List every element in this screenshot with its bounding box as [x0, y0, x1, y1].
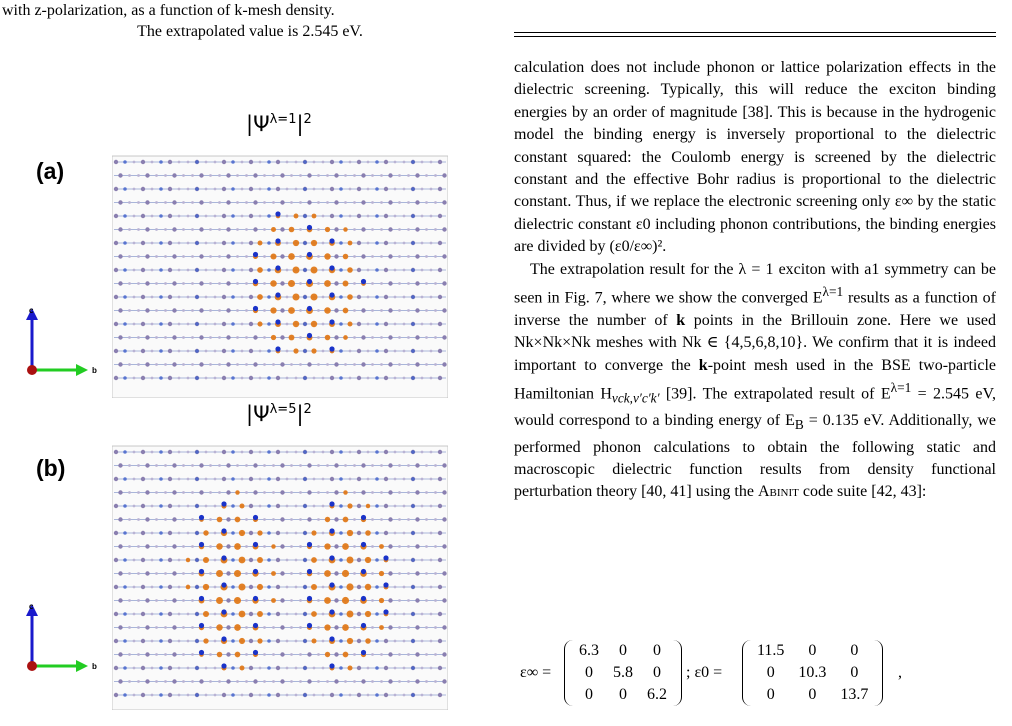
- matrix-cell: 6.3: [579, 642, 599, 659]
- panel-a-structure-image: [112, 146, 448, 398]
- eq-separator-eps-0: ; ε0 =: [686, 664, 723, 681]
- matrix-cell: 0: [850, 642, 859, 659]
- paragraph-1: calculation does not include phonon or lattice polarization effects in the dielectric screening. Typically, this will reduce the exciton binding energies by an order of magnitude [38]. This is because in the hydrogenic model the binding energy is inversely proportional to the dielectric constant squared: the Coulomb energy is screened by the dielectric constant and the effective Bohr radius is proportional to the dielectric constant. Thus, if we replace the electronic screening only ε∞ by the static dielectric constant ε0 including phonon contributions, the binding energies are divided by (ε0/ε∞)².: [514, 59, 996, 256]
- panel-b-axes: [22, 602, 112, 692]
- top-rule-2: [514, 36, 996, 37]
- matrix-eps-inf: [564, 637, 682, 709]
- matrix-cell: 0: [808, 642, 817, 659]
- axis-c-label: c: [29, 306, 34, 315]
- panel-a-axes: [22, 306, 112, 396]
- axis-c-label: c: [29, 602, 34, 611]
- matrix-cell: 0: [766, 664, 775, 681]
- dielectric-equation: [520, 637, 1002, 709]
- matrix-cell: 11.5: [757, 642, 785, 659]
- caption-line-2: The extrapolated value is 2.545 eV.: [137, 23, 363, 40]
- eq-lhs-eps-inf: ε∞ =: [520, 664, 552, 681]
- matrix-cell: 0: [808, 686, 817, 703]
- matrix-eps-0: [742, 637, 883, 709]
- panel-b-label: (b): [36, 455, 66, 481]
- top-rule-1: [514, 32, 996, 33]
- figure-caption: [0, 0, 500, 42]
- panel-b-structure-image: [112, 436, 448, 710]
- panel-b-title: $|\Psi^{\lambda=5}|^2$: [246, 402, 312, 426]
- matrix-cell: 0: [653, 642, 661, 659]
- axis-b-label: b: [92, 366, 97, 375]
- axis-b-label: b: [92, 662, 97, 671]
- panel-a-title: $|\Psi^{\lambda=1}|^2$: [246, 112, 312, 136]
- matrix-cell: 0: [619, 642, 627, 659]
- eq-end: ,: [898, 664, 902, 681]
- matrix-cell: 10.3: [798, 664, 827, 681]
- matrix-cell: 0: [585, 664, 593, 681]
- matrix-cell: 0: [850, 664, 859, 681]
- matrix-cell: 6.2: [647, 686, 667, 703]
- panel-a-label: (a): [36, 158, 65, 184]
- matrix-cell: 0: [653, 664, 661, 681]
- paragraph-2: The extrapolation result for the λ = 1 exciton with a1 symmetry can be seen in Fig. 7, where we show the converged $E^{\lambda=1}$ results as a function of inverse the number of k points in the Brillouin zone. Here we used Nk×Nk×Nk meshes with Nk ∈ {4,5,6,8,10}. We confirm that it is indeed important to converge the k-point mesh used in the BSE two-particle Hamiltonian $H_{vck,v'c'k'}$ [39]. The extrapolated result of $E^{\lambda=1} = 2.545$ eV, would correspond to a binding energy of $E_B = 0.135$ eV. Additionally, we performed phonon calculations to obtain the following static and macroscopic dielectric function results from density functional perturbation theory [40, 41] using the Abinit code suite [42, 43]:: [514, 260, 997, 501]
- caption-line-1: with z-polarization, as a function of k-mesh density.: [2, 2, 335, 19]
- body-text: [514, 57, 996, 504]
- matrix-cell: 0: [766, 686, 775, 703]
- matrix-cell: 0: [585, 686, 593, 703]
- matrix-cell: 0: [619, 686, 627, 703]
- matrix-cell: 13.7: [840, 686, 869, 703]
- matrix-cell: 5.8: [613, 664, 633, 681]
